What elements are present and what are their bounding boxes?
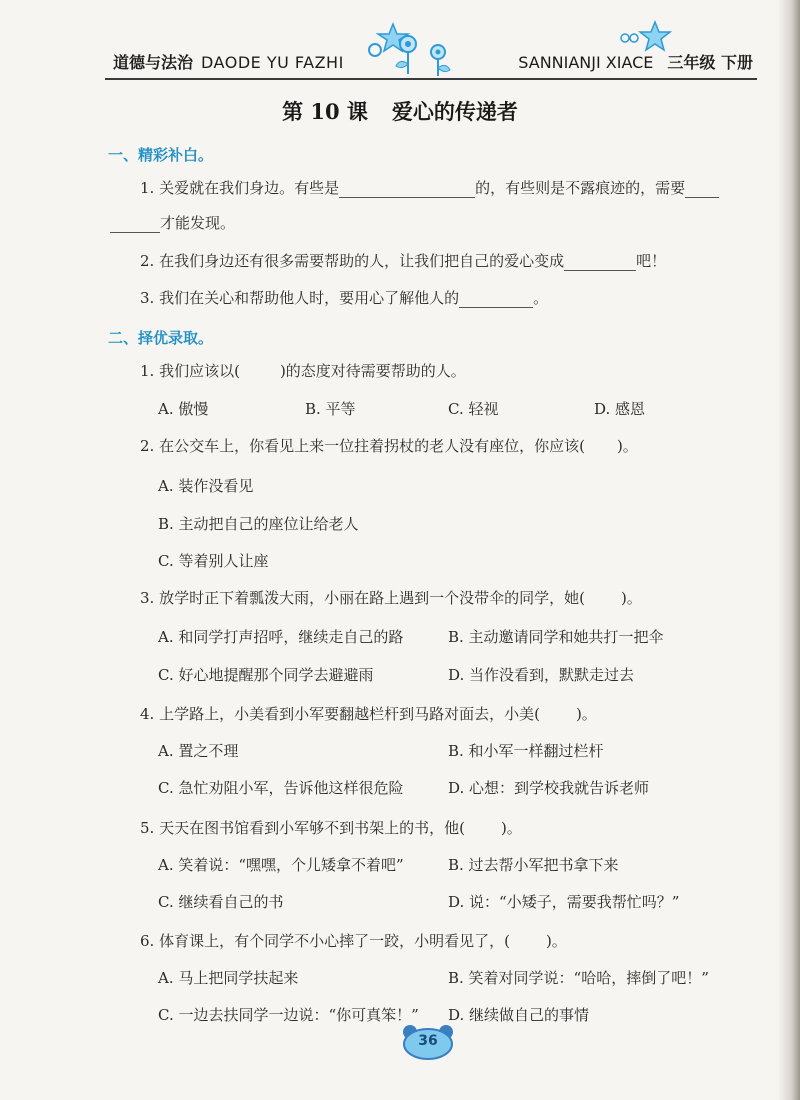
cq3-option-b[interactable]: B. 主动邀请同学和她共打一把伞 — [448, 628, 664, 646]
choice-question-6 — [140, 931, 567, 951]
cq3-option-d[interactable]: D. 当作没看到，默默走过去 — [448, 666, 635, 684]
lesson-title — [0, 96, 800, 126]
cq3-text-b: )。 — [620, 589, 642, 607]
page-number-badge — [400, 1024, 456, 1060]
page-number: 36 — [418, 1033, 438, 1049]
cq2-text-a: 2. 在公交车上，你看见上来一位拄着拐杖的老人没有座位，你应该( — [140, 437, 585, 455]
q1-text-a: 1. 关爱就在我们身边。有些是 — [140, 179, 340, 197]
grade-label — [518, 50, 753, 73]
q1-blank-2-end[interactable] — [110, 214, 160, 233]
cq6-option-b[interactable]: B. 笑着对同学说：“哈哈，摔倒了吧！” — [448, 969, 709, 987]
fill-question-2 — [140, 251, 666, 271]
cq5-option-d[interactable]: D. 说：“小矮子，需要我帮忙吗？” — [448, 893, 680, 911]
cq4-option-d[interactable]: D. 心想：到学校我就告诉老师 — [448, 779, 650, 797]
cq1-text-b: )的态度对待需要帮助的人。 — [279, 362, 466, 380]
lesson-number: 第 10 课 — [282, 99, 368, 124]
cq4-option-c[interactable]: C. 急忙劝阻小军，告诉他这样很危险 — [158, 779, 404, 797]
q3-text-b: 。 — [533, 289, 549, 307]
choice-question-2 — [140, 436, 638, 456]
q2-text-b: 吧！ — [636, 252, 667, 270]
cq6-option-d[interactable]: D. 继续做自己的事情 — [448, 1006, 590, 1024]
cq1-text-a: 1. 我们应该以( — [140, 362, 240, 380]
cq1-option-a[interactable]: A. 傲慢 — [158, 400, 209, 418]
q2-blank[interactable] — [564, 252, 636, 271]
cq2-option-c[interactable]: C. 等着别人让座 — [158, 552, 269, 570]
cq6-option-a[interactable]: A. 马上把同学扶起来 — [158, 969, 299, 987]
cq2-text-b: )。 — [616, 437, 638, 455]
cq2-option-b[interactable]: B. 主动把自己的座位让给老人 — [158, 515, 359, 533]
cq1-option-c[interactable]: C. 轻视 — [448, 400, 499, 418]
q1-blank-2-start[interactable] — [685, 179, 719, 198]
page-header — [105, 42, 757, 82]
cq4-option-a[interactable]: A. 置之不理 — [158, 742, 239, 760]
binding-shadow — [778, 0, 800, 1100]
cq5-text-b: )。 — [500, 819, 522, 837]
fill-question-1 — [140, 178, 719, 198]
fill-question-3 — [140, 288, 548, 308]
subject-label — [113, 50, 344, 73]
fill-question-1-cont — [110, 213, 235, 233]
q3-blank[interactable] — [459, 289, 533, 308]
cq3-option-c[interactable]: C. 好心地提醒那个同学去避避雨 — [158, 666, 374, 684]
subject-name: 道德与法治 — [113, 53, 194, 72]
section-1-heading: 一、精彩补白。 — [108, 146, 214, 164]
cq3-text-a: 3. 放学时正下着瓢泼大雨，小丽在路上遇到一个没带伞的同学，她( — [140, 589, 585, 607]
choice-question-5 — [140, 818, 522, 838]
cq5-option-b[interactable]: B. 过去帮小军把书拿下来 — [448, 856, 619, 874]
cq4-text-a: 4. 上学路上，小美看到小军要翻越栏杆到马路对面去，小美( — [140, 705, 540, 723]
grade-pinyin: SANNIANJI XIACE — [518, 53, 654, 72]
flower-star-decoration-icon — [363, 22, 493, 80]
grade-name: 三年级 下册 — [667, 53, 753, 72]
cq5-option-c[interactable]: C. 继续看自己的书 — [158, 893, 284, 911]
q1-text-c: 才能发现。 — [160, 214, 236, 232]
cq1-option-b[interactable]: B. 平等 — [305, 400, 356, 418]
cq2-option-a[interactable]: A. 装作没看见 — [158, 477, 254, 495]
lesson-name: 爱心的传递者 — [391, 99, 518, 124]
choice-question-1 — [140, 361, 466, 381]
cq4-text-b: )。 — [575, 705, 597, 723]
section-2-heading: 二、择优录取。 — [108, 329, 214, 347]
cq6-option-c[interactable]: C. 一边去扶同学一边说：“你可真笨！” — [158, 1006, 419, 1024]
cq6-text-b: )。 — [545, 932, 567, 950]
cq5-text-a: 5. 天天在图书馆看到小军够不到书架上的书，他( — [140, 819, 465, 837]
q1-text-b: 的，有些则是不露痕迹的，需要 — [475, 179, 686, 197]
q3-text-a: 3. 我们在关心和帮助他人时，要用心了解他人的 — [140, 289, 460, 307]
cq1-option-d[interactable]: D. 感恩 — [594, 400, 646, 418]
choice-question-3 — [140, 588, 642, 608]
cq5-option-a[interactable]: A. 笑着说：“嘿嘿，个儿矮拿不着吧” — [158, 856, 404, 874]
q2-text-a: 2. 在我们身边还有很多需要帮助的人，让我们把自己的爱心变成 — [140, 252, 565, 270]
subject-pinyin: DAODE YU FAZHI — [201, 53, 344, 72]
cq4-option-b[interactable]: B. 和小军一样翻过栏杆 — [448, 742, 604, 760]
choice-question-4 — [140, 704, 597, 724]
q1-blank-1[interactable] — [339, 179, 475, 198]
header-rule — [105, 78, 757, 80]
cq6-text-a: 6. 体育课上，有个同学不小心摔了一跤，小明看见了，( — [140, 932, 510, 950]
cq3-option-a[interactable]: A. 和同学打声招呼，继续走自己的路 — [158, 628, 404, 646]
